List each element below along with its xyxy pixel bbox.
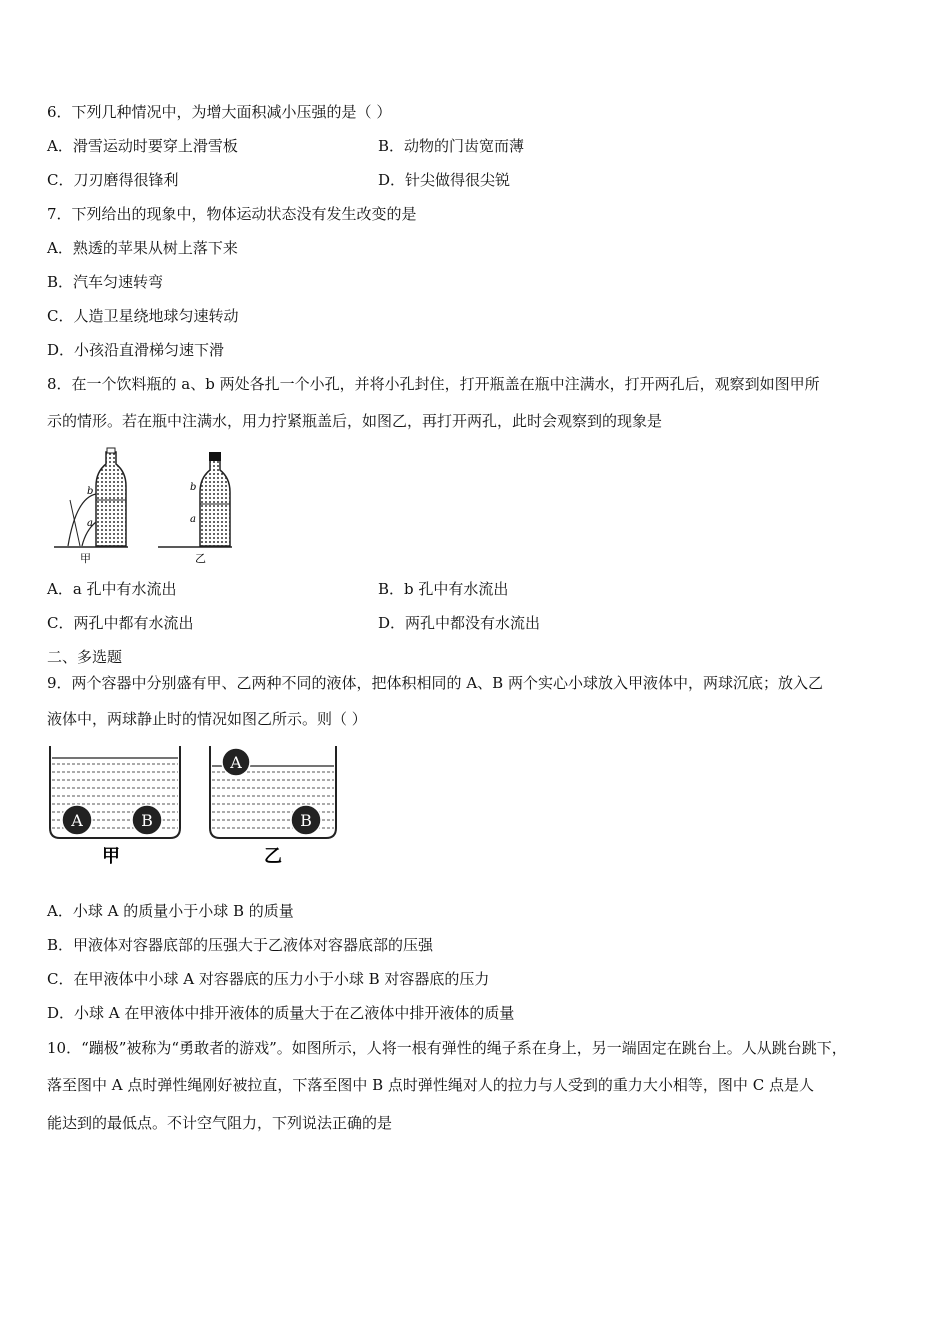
label-a-yi: a: [190, 514, 196, 525]
ball-a-yi-label: A: [230, 753, 242, 772]
bottle-holes-figure: [48, 440, 248, 568]
bottle-jia: [96, 448, 126, 546]
q6-option-c: C．刀刃磨得很锋利: [47, 171, 179, 189]
q9-stem-line1: 9．两个容器中分别盛有甲、乙两种不同的液体，把体积相同的 A、B 两个实心小球放入甲液体中，两球沉底；放入乙: [47, 674, 823, 692]
bottle-cap: [209, 452, 221, 461]
label-b-yi: b: [190, 482, 197, 493]
label-a-jia: a: [87, 518, 93, 529]
q10-stem-line3: 能达到的最低点。不计空气阻力，下列说法正确的是: [47, 1114, 393, 1132]
q9-option-a: A．小球 A 的质量小于小球 B 的质量: [47, 902, 294, 920]
q6-stem: 6．下列几种情况中，为增大面积减小压强的是（ ）: [47, 103, 392, 121]
q7-option-c: C．人造卫星绕地球匀速转动: [47, 307, 239, 325]
q6-option-d: D．针尖做得很尖锐: [378, 171, 511, 189]
ball-b-jia-label: B: [141, 811, 153, 830]
ball-a-jia-label: A: [71, 811, 83, 830]
q9-stem-line2: 液体中，两球静止时的情况如图乙所示。则（ ）: [47, 710, 367, 728]
q9-option-d: D．小球 A 在甲液体中排开液体的质量大于在乙液体中排开液体的质量: [47, 1004, 515, 1022]
label-jia-9: 甲: [102, 846, 120, 867]
q8-option-d: D．两孔中都没有水流出: [378, 614, 541, 632]
q6-option-a: A．滑雪运动时要穿上滑雪板: [47, 137, 238, 155]
q7-option-b: B．汽车匀速转弯: [47, 273, 164, 291]
q8-stem-line1: 8．在一个饮料瓶的 a、b 两处各扎一个小孔，并将小孔封住，打开瓶盖在瓶中注满水，打开两孔后，观察到如图甲所: [47, 375, 820, 393]
q9-option-c: C．在甲液体中小球 A 对容器底的压力小于小球 B 对容器底的压力: [47, 970, 490, 988]
q8-option-c: C．两孔中都有水流出: [47, 614, 194, 632]
containers-balls-figure: [44, 742, 344, 868]
bottle-yi: [200, 452, 230, 546]
ball-b-yi-label: B: [300, 811, 312, 830]
q7-option-a: A．熟透的苹果从树上落下来: [47, 239, 238, 257]
q7-stem: 7．下列给出的现象中，物体运动状态没有发生改变的是: [47, 205, 417, 223]
section-title: 二、多选题: [47, 648, 123, 666]
label-jia: 甲: [80, 552, 91, 565]
label-yi: 乙: [195, 552, 206, 565]
label-b-jia: b: [87, 486, 94, 497]
q7-option-d: D．小孩沿直滑梯匀速下滑: [47, 341, 225, 359]
q8-option-a: A．a 孔中有水流出: [47, 580, 177, 598]
q9-option-b: B．甲液体对容器底部的压强大于乙液体对容器底部的压强: [47, 936, 434, 954]
wall-line: [70, 500, 80, 546]
label-yi-9: 乙: [264, 846, 282, 867]
q8-stem-line2: 示的情形。若在瓶中注满水，用力拧紧瓶盖后，如图乙，再打开两孔，此时会观察到的现象是: [47, 412, 663, 430]
q10-stem-line1: 10．“蹦极”被称为“勇敢者的游戏”。如图所示，人将一根有弹性的绳子系在身上，另一端固定在跳台上。人从跳台跳下，: [47, 1039, 847, 1057]
q8-option-b: B．b 孔中有水流出: [378, 580, 509, 598]
q10-stem-line2: 落至图中 A 点时弹性绳刚好被拉直，下落至图中 B 点时弹性绳对人的拉力与人受到的重力大小相等，图中 C 点是人: [47, 1076, 814, 1094]
q6-option-b: B．动物的门齿宽而薄: [378, 137, 525, 155]
